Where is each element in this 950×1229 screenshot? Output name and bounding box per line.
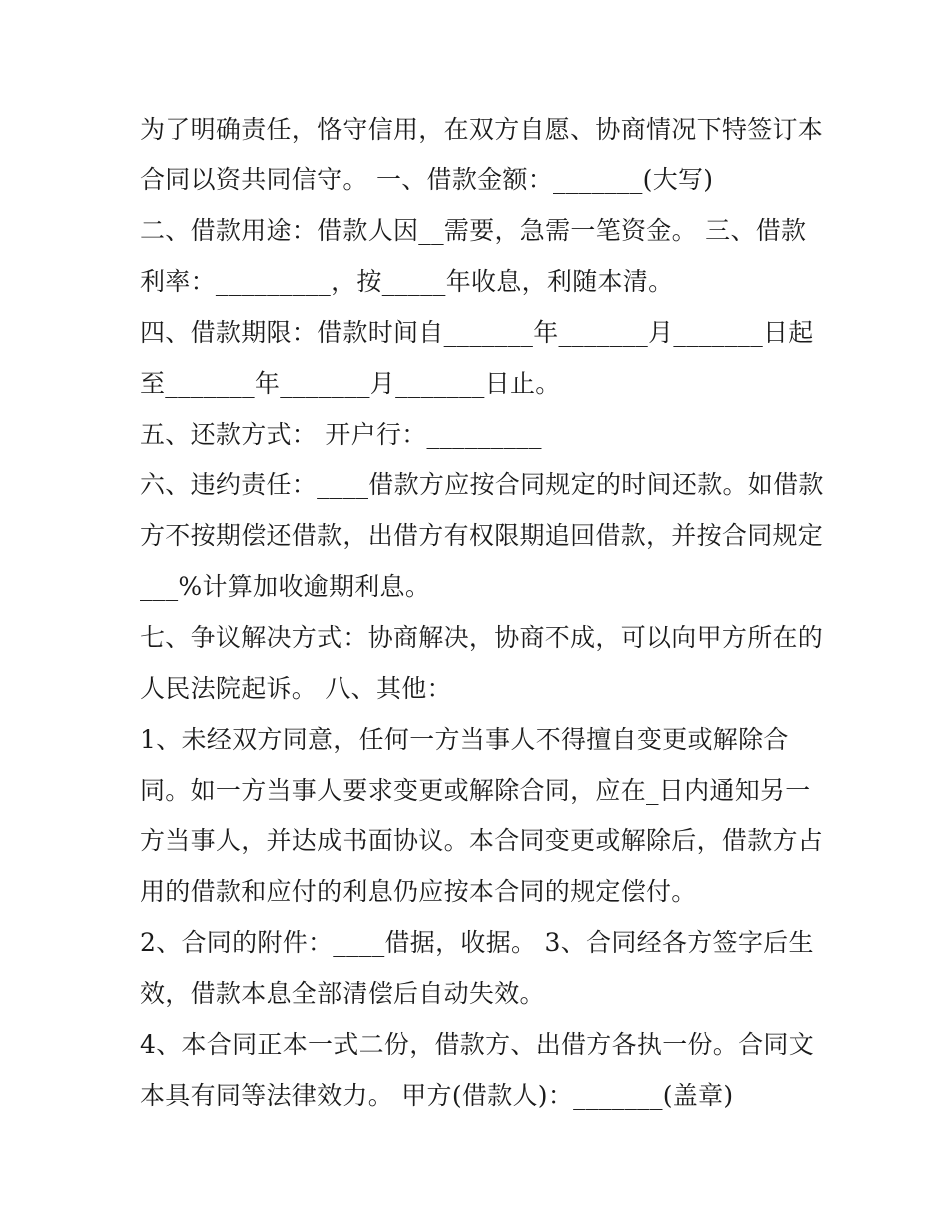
paragraph-line: 用的借款和应付的利息仍应按本合同的规定偿付。 (140, 877, 697, 906)
paragraph-line: 方当事人，并达成书面协议。本合同变更或解除后，借款方占 (140, 826, 824, 855)
paragraph-line: 利率：_________，按_____年收息，利随本清。 (140, 267, 674, 296)
paragraph-line: 效，借款本息全部清偿后自动失效。 (140, 979, 545, 1008)
paragraph-line: 为了明确责任，恪守信用，在双方自愿、协商情况下特签订本 (140, 115, 824, 144)
paragraph-line: 方不按期偿还借款，出借方有权限期追回借款，并按合同规定 (140, 521, 824, 550)
paragraph-line: 至_______年_______月_______日止。 (140, 369, 561, 398)
paragraph-line: 五、还款方式： 开户行：_________ (140, 420, 542, 449)
paragraph-line: 同。如一方当事人要求变更或解除合同，应在_日内通知另一 (140, 776, 811, 805)
paragraph-line: 四、借款期限：借款时间自_______年_______月_______日起 (140, 318, 814, 347)
paragraph-line: 七、争议解决方式：协商解决，协商不成，可以向甲方所在的 (140, 623, 824, 652)
paragraph-line: 人民法院起诉。 八、其他： (140, 674, 452, 703)
paragraph-line: ___%计算加收逾期利息。 (140, 572, 431, 601)
paragraph-line: 2、合同的附件：____借据，收据。 3、合同经各方签字后生 (140, 928, 814, 957)
paragraph-line: 二、借款用途：借款人因__需要，急需一笔资金。 三、借款 (140, 216, 807, 245)
paragraph-line: 4、本合同正本一式二份，借款方、出借方各执一份。合同文 (140, 1030, 815, 1059)
paragraph-line: 合同以资共同信守。 一、借款金额：_______(大写) (140, 165, 714, 194)
paragraph-line: 本具有同等法律效力。 甲方(借款人)：_______(盖章) (140, 1081, 734, 1110)
paragraph-line: 1、未经双方同意，任何一方当事人不得擅自变更或解除合 (140, 725, 789, 754)
paragraph-line: 六、违约责任：____借款方应按合同规定的时间还款。如借款 (140, 470, 824, 499)
